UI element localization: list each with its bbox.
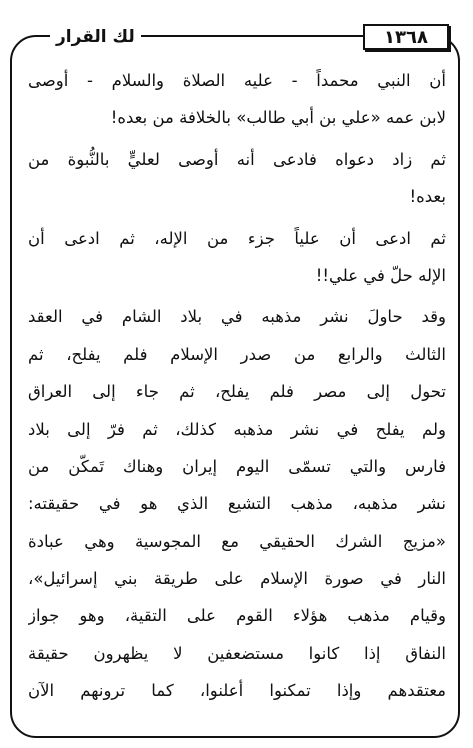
text-line: أن النبي محمداً - عليه الصلاة والسلام - أوصى: [28, 71, 446, 90]
text-line: ثم زاد دعواه فادعى أنه أوصى لعليٍّ بالنُّبوة من: [28, 149, 446, 169]
text-line: وقد حاولَ نشر مذهبه في بلاد الشام في العقد: [28, 307, 446, 327]
body-text: [28, 62, 446, 710]
text-line: نشر مذهبه، مذهب التشيع الذي هو في حقيقته:: [28, 494, 446, 514]
paragraph: [28, 298, 446, 709]
text-line: تحول إلى مصر فلم يفلح، ثم جاء إلى العراق: [28, 382, 446, 402]
text-line: النفاق إذا كانوا مستضعفين لا يظهرون حقيقة: [28, 643, 446, 663]
text-line: الثالث والرابع من صدر الإسلام فلم يفلح، ثم: [28, 344, 446, 364]
text-line: وقيام مذهب هؤلاء القوم على التقية، وهو جواز: [28, 606, 446, 626]
text-line: فارس والتي تسمّى اليوم إيران وهناك تَمكّن من: [28, 456, 446, 476]
text-line: الإله حلّ في علي!!: [315, 265, 446, 285]
text-line: بعده!: [409, 187, 446, 207]
running-title: لك القرار: [50, 26, 141, 48]
paragraph: [28, 220, 446, 295]
text-line: ولم يفلح في نشر مذهبه كذلك، ثم فرّ إلى بلاد: [28, 419, 446, 439]
text-line: معتقدهم وإذا تمكنوا أعلنوا، كما ترونهم الآن: [28, 681, 446, 701]
paragraph: [28, 141, 446, 216]
text-line: النار في صورة الإسلام على طريقة بني إسرائيل»،: [28, 569, 446, 589]
text-line: «مزيج الشرك الحقيقي مع المجوسية وهي عبادة: [28, 531, 446, 551]
page-number: ١٣٦٨: [363, 24, 449, 50]
text-line: لابن عمه «علي بن أبي طالب» بالخلافة من بعده!: [110, 108, 446, 128]
page-header: [0, 20, 473, 52]
paragraph: [28, 62, 446, 137]
text-line: ثم ادعى أن علياً جزء من الإله، ثم ادعى أن: [28, 228, 446, 248]
